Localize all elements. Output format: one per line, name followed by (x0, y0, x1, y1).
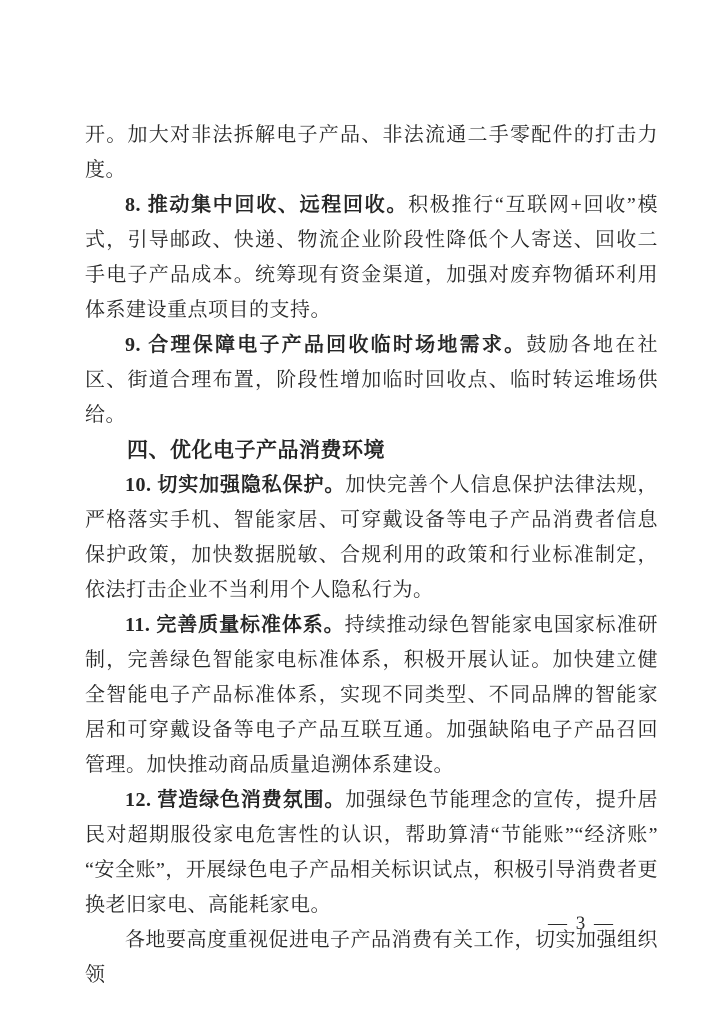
paragraph-continuation (85, 118, 658, 188)
item-11-text: 持续推动绿色智能家电国家标准研制，完善绿色智能家电标准体系，积极开展认证。加快建立健全智能电子产品标准体系，实现不同类型、不同品牌的智能家居和可穿戴设备等电子产品互联互通。加强缺陷电子产品召回管理。加快推动商品质量追溯体系建设。 (85, 614, 658, 776)
item-8-text: 积极推行“互联网+回收”模式，引导邮政、快递、物流企业阶段性降低个人寄送、回收二手电子产品成本。统筹现有资金渠道，加强对废弃物循环利用体系建设重点项目的支持。 (85, 194, 658, 321)
paragraph-item-8 (85, 188, 658, 328)
item-10-lead: 10. 切实加强隐私保护。 (125, 474, 346, 496)
paragraph-item-9 (85, 328, 658, 433)
item-11-lead: 11. 完善质量标准体系。 (125, 614, 345, 636)
paragraph-item-10 (85, 468, 658, 608)
item-12-text: 加强绿色节能理念的宣传，提升居民对超期服役家电危害性的认识，帮助算清“节能账”“经济账”“安全账”，开展绿色电子产品相关标识试点，积极引导消费者更换老旧家电、高能耗家电。 (85, 789, 658, 916)
paragraph-item-12 (85, 783, 658, 923)
item-9-lead: 9. 合理保障电子产品回收临时场地需求。 (125, 334, 527, 356)
item-10-text: 加快完善个人信息保护法律法规，严格落实手机、智能家居、可穿戴设备等电子产品消费者信息保护政策，加快数据脱敏、合规利用的政策和行业标准制定，依法打击企业不当利用个人隐私行为。 (85, 474, 658, 601)
document-body (85, 118, 658, 993)
closing-text: 各地要高度重视促进电子产品消费有关工作，切实加强组织领 (85, 929, 658, 986)
item-12-lead: 12. 营造绿色消费氛围。 (125, 789, 346, 811)
paragraph-text: 开。加大对非法拆解电子产品、非法流通二手零配件的打击力度。 (85, 124, 658, 181)
page-number: — 3 — (548, 913, 615, 934)
paragraph-item-11 (85, 608, 658, 783)
section-heading-4: 四、优化电子产品消费环境 (127, 439, 385, 462)
item-9-text: 鼓励各地在社区、街道合理布置，阶段性增加临时回收点、临时转运堆场供给。 (85, 334, 659, 426)
item-8-lead: 8. 推动集中回收、远程回收。 (125, 194, 409, 216)
